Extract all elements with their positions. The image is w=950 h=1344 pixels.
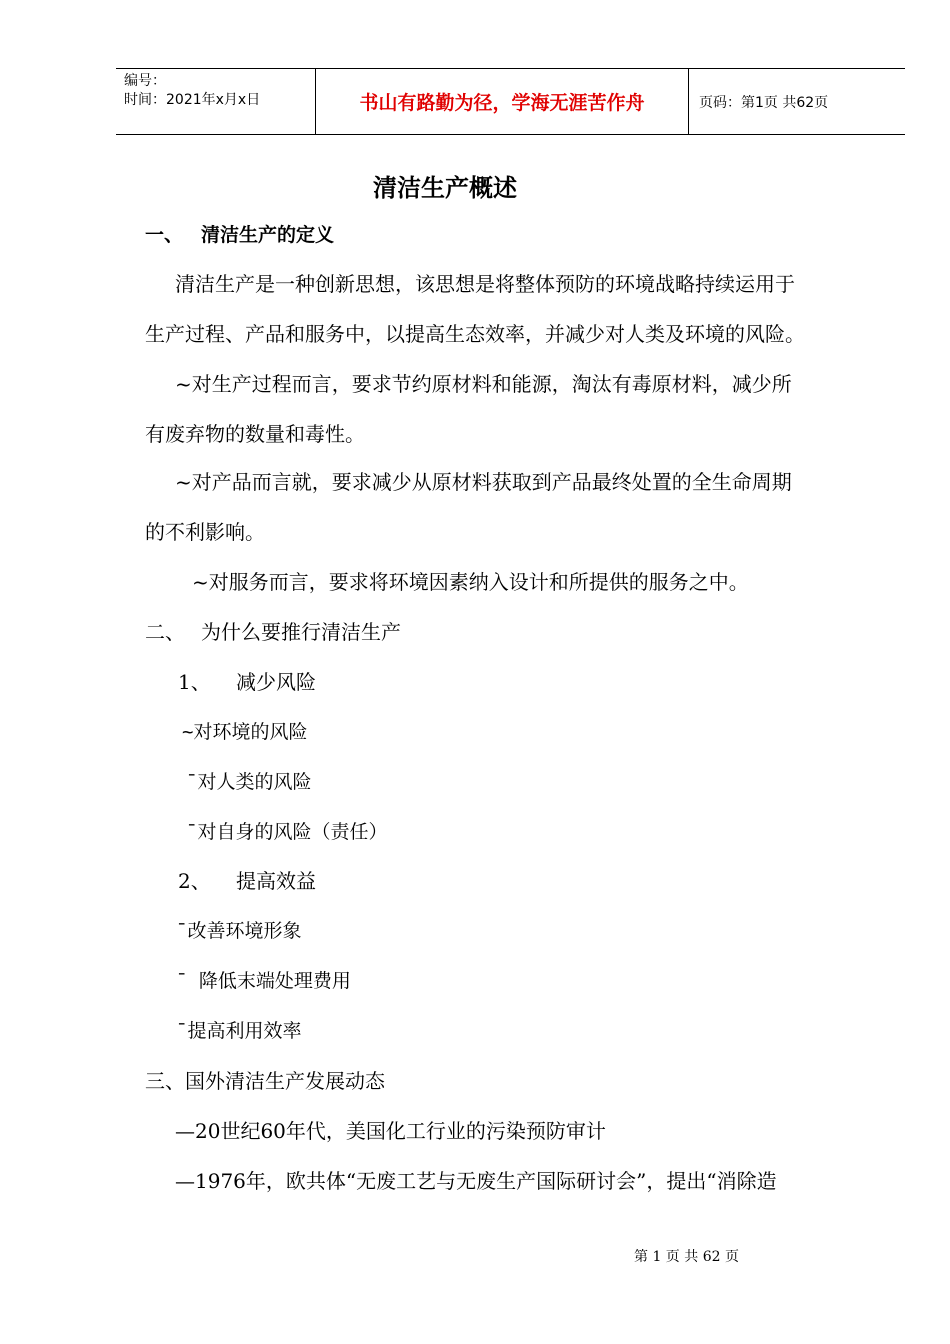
subsection-number: 1、 bbox=[178, 670, 211, 694]
paragraph-line: ~对服务而言，要求将环境因素纳入设计和所提供的服务之中。 bbox=[192, 570, 749, 594]
subsection-title: 提高效益 bbox=[236, 869, 316, 893]
paragraph-line: 的不利影响。 bbox=[145, 520, 265, 544]
page-header bbox=[116, 68, 905, 135]
subsection-number: 2、 bbox=[178, 869, 211, 893]
subsection-heading bbox=[178, 867, 316, 895]
header-page-info: 页码：第1页 共62页 bbox=[699, 94, 829, 111]
section1-title: 清洁生产的定义 bbox=[201, 224, 335, 246]
section1-number: 一、 bbox=[145, 224, 184, 246]
document-title: 清洁生产概述 bbox=[373, 174, 517, 202]
section2-title: 为什么要推行清洁生产 bbox=[201, 620, 401, 644]
header-serial: 编号： bbox=[124, 73, 166, 89]
list-item: ¯提高利用效率 bbox=[176, 1020, 302, 1042]
paragraph-line: —1976年，欧共体“无废工艺与无废生产国际研讨会”，提出“消除造 bbox=[175, 1169, 777, 1193]
section1-heading bbox=[145, 221, 334, 249]
section2-number: 二、 bbox=[145, 620, 185, 644]
list-item: ¯改善环境形象 bbox=[176, 920, 302, 942]
section2-heading bbox=[145, 618, 401, 646]
paragraph-line: 生产过程、产品和服务中，以提高生态效率，并减少对人类及环境的风险。 bbox=[145, 322, 805, 346]
paragraph-line: 清洁生产是一种创新思想，该思想是将整体预防的环境战略持续运用于 bbox=[175, 272, 795, 296]
list-item: ¯ 降低末端处理费用 bbox=[176, 970, 351, 992]
subsection-heading bbox=[178, 668, 316, 696]
list-item: ¯对人类的风险 bbox=[186, 771, 312, 793]
list-item: ¯对自身的风险（责任） bbox=[186, 821, 388, 843]
header-meta bbox=[116, 69, 316, 134]
subsection-title: 减少风险 bbox=[236, 670, 316, 694]
page-footer: 第 1 页 共 62 页 bbox=[634, 1249, 739, 1265]
header-time: 时间：2021年x月x日 bbox=[124, 92, 261, 108]
paragraph-line: ~对生产过程而言，要求节约原材料和能源，淘汰有毒原材料，减少所 bbox=[175, 372, 792, 396]
paragraph-line: 有废弃物的数量和毒性。 bbox=[145, 422, 365, 446]
paragraph-line: ~对产品而言就，要求减少从原材料获取到产品最终处置的全生命周期 bbox=[175, 470, 792, 494]
paragraph-line: —20世纪60年代，美国化工行业的污染预防审计 bbox=[175, 1119, 606, 1143]
list-item: ~对环境的风险 bbox=[182, 721, 308, 743]
section3-heading: 三、国外清洁生产发展动态 bbox=[145, 1069, 385, 1093]
header-motto: 书山有路勤为径，学海无涯苦作舟 bbox=[316, 69, 689, 134]
